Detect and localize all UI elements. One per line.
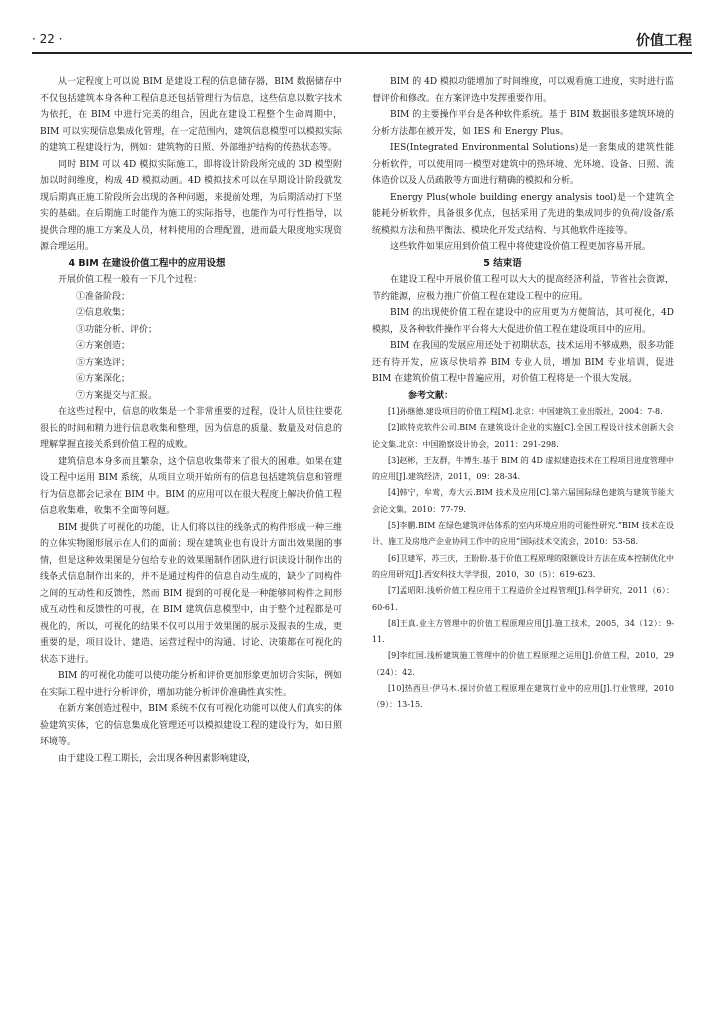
- list-item: ⑦方案提交与汇报。: [76, 390, 158, 401]
- right-column: [372, 74, 674, 714]
- reference-item: [6]卫建军，苏三庆，王盼盼.基于价值工程原理的限额设计方法在成本控制优化中的应用研究[J].西安科技大学学报，2010，30（5）：619-623.: [372, 553, 674, 579]
- paragraph: BIM 的 4D 模拟功能增加了时间维度，可以观看施工进度，实时进行监督评价和修改。在方案评选中发挥重要作用。: [372, 77, 674, 104]
- paragraph: 同时 BIM 可以 4D 模拟实际施工，即将设计阶段所完成的 3D 模型附加以时间维度，构成 4D 模拟动画。4D 模拟技术可以在早期设计阶段就发现后期真正施工阶段所会出现的各种问题，来提前处理，为后期活动打下坚实的基础。在后期施工时能作为施工的实际指导，也能作为可行性指导，以提供合理的施工方案及人员，材料使用的合理配置，进而最大限度地实现资源合理运用。: [40, 159, 342, 252]
- paragraph: BIM 的主要操作平台是各种软件系统。基于 BIM 数据很多建筑环境的分析方法都在被开发，如 IES 和 Energy Plus。: [372, 110, 674, 137]
- references-heading: 参考文献：: [408, 390, 454, 401]
- reference-item: [1]孙继德.建设项目的价值工程[M].北京：中国建筑工业出版社，2004：7-8.: [388, 407, 663, 416]
- journal-title: 价值工程: [636, 33, 692, 49]
- paragraph: 从一定程度上可以说 BIM 是建设工程的信息储存器，BIM 数据储存中不仅包括建筑本身各种工程信息还包括管理行为信息，这些信息以数字技术为依托，在 BIM 中进行完美的组合，因此在建设工程整个生命周期中，BIM 可以实现信息集成化管理，在一定范围内，建筑信息模型可以模拟实际的建筑工程建设行为，例如：建筑物的日照、外部维护结构的传热状态等。: [40, 77, 342, 153]
- paragraph: 开展价值工程一般有一下几个过程：: [58, 275, 203, 285]
- list-item: ③功能分析、评价；: [76, 324, 158, 335]
- paragraph: BIM 在我国的发展应用还处于初期状态，技术运用不够成熟，很多功能还有待开发，应该尽快培养 BIM 专业人员，增加 BIM 专业培训，促进 BIM 在建筑价值工程中普遍应用，对价值工程将是一个很大发展。: [372, 341, 674, 384]
- list-item: ④方案创造；: [76, 341, 131, 351]
- left-column: [40, 74, 342, 767]
- paragraph: 在这些过程中，信息的收集是一个非常重要的过程，设计人员往往要花很长的时间和精力进行信息收集和整理，因为信息的质量、数量及对信息的理解掌握直接关系到价值工程的成败。: [40, 407, 342, 450]
- reference-item: [3]赵彬，王友群，牛博生.基于 BIM 的 4D 虚拟建造技术在工程项目进度管理中的应用[J].建筑经济，2011，09：28-34.: [372, 455, 674, 482]
- page-header: [32, 30, 692, 54]
- reference-item: [10]热西旦·伊马木.探讨价值工程原理在建筑行业中的应用[J].行业管理，2010（9）：13-15.: [372, 684, 674, 710]
- paragraph: BIM 提供了可视化的功能，让人们将以往的线条式的构件形成一种三维的立体实物图形展示在人们的面前；现在建筑业也有设计方面出效果图的事情，但是这种效果图是分包给专业的效果图制作团队进行识读设计制作出的线条式信息制作出来的，并不是通过构件的信息自动生成的，缺少了同构件之间的互动性和反馈性，然而 BIM 提到的可视化是一种能够同构件之间形成互动性和反馈性的可视，在 BIM 建筑信息模型中，由于整个过程都是可视化的，所以，可视化的结果不仅可以用于效果图的展示及报表的生成，更重要的是，项目设计、建造、运营过程中的沟通、讨论、决策都在可视化的状态下进行。: [40, 522, 342, 665]
- reference-item: [8]王真.业主方管理中的价值工程原理应用[J].施工技术，2005，34（12）：9-11.: [372, 618, 674, 645]
- paragraph: 建筑信息本身多而且繁杂，这个信息收集带来了很大的困难。如果在建设工程中运用 BIM 系统，从项目立项开始所有的信息包括建筑信息和管理行为信息都会记录在 BIM 中。BIM 的应用可以在很大程度上解决价值工程信息收集难，收集不全面等问题。: [40, 456, 342, 516]
- section-heading: 4 BIM 在建设价值工程中的应用设想: [68, 257, 226, 269]
- paragraph: BIM 的出现使价值工程在建设中的应用更为方便简洁，其可视化，4D 模拟，及各种软件操作平台将大大促进价值工程在建设项目中的应用。: [372, 308, 674, 335]
- paragraph: 在建设工程中开展价值工程可以大大的提高经济利益，节省社会资源，节约能源，应极力推广价值工程在建设工程中的应用。: [372, 275, 674, 302]
- paragraph: 在新方案创造过程中，BIM 系统不仅有可视化功能可以使人们真实的体验建筑实体，它的信息集成化管理还可以模拟建设工程的建设行为，如日照环境等。: [40, 704, 342, 747]
- section-heading: 5 结束语: [483, 257, 522, 269]
- paragraph: IES(Integrated Environmental Solutions)是一套集成的建筑性能分析软件，可以使用同一模型对建筑中的热环境、光环境、设备、日照、流体造价以及人员疏散等方面进行精确的模拟和分析。: [372, 143, 674, 186]
- reference-item: [5]李鹏.BIM 在绿色建筑评估体系的室内环境应用的可能性研究.“BIM 技术在设计、施工及房地产企业协同工作中的应用”国际技术交流会，2010：53-58.: [372, 521, 674, 547]
- paragraph: 由于建设工程工期长，会出现各种因素影响建设，: [58, 753, 257, 764]
- reference-item: [7]孟昭阳.浅析价值工程应用于工程造价全过程管理[J].科学研究，2011（6）：60-61.: [372, 586, 674, 612]
- paragraph: 这些软件如果应用到价值工程中将使建设价值工程更加容易开展。: [390, 242, 652, 252]
- paragraph: BIM 的可视化功能可以使功能分析和评价更加形象更加切合实际，例如在实际工程中进行分析评价，增加功能分析评价准确性真实性。: [40, 671, 342, 698]
- list-item: ⑤方案选评；: [76, 357, 131, 368]
- reference-item: [4]韩宁，牟莺，寿大云.BIM 技术及应用[C].第六届国际绿色建筑与建筑节能大会论文集，2010：77-79.: [372, 488, 674, 514]
- reference-item: [2]欧特克软件公司.BIM 在建筑设计企业的实施[C].全国工程设计技术创新大会论文集.北京：中国勘察设计协会，2011：291-298.: [372, 423, 674, 449]
- list-item: ②信息收集；: [76, 308, 131, 318]
- page-number: · 22 ·: [32, 32, 63, 46]
- list-item: ①准备阶段；: [76, 291, 131, 302]
- list-item: ⑥方案深化；: [76, 374, 131, 384]
- paragraph: Energy Plus(whole building energy analysis tool)是一个建筑全能耗分析软件，具备很多优点，包括采用了先进的集成同步的负荷/设备/系统模拟方法和热平衡法、模块化开发式结构、与其他软件连接等。: [372, 192, 674, 236]
- reference-item: [9]李红国.浅析建筑施工管理中的价值工程原理之运用[J].价值工程，2010，29（24）：42.: [372, 651, 674, 677]
